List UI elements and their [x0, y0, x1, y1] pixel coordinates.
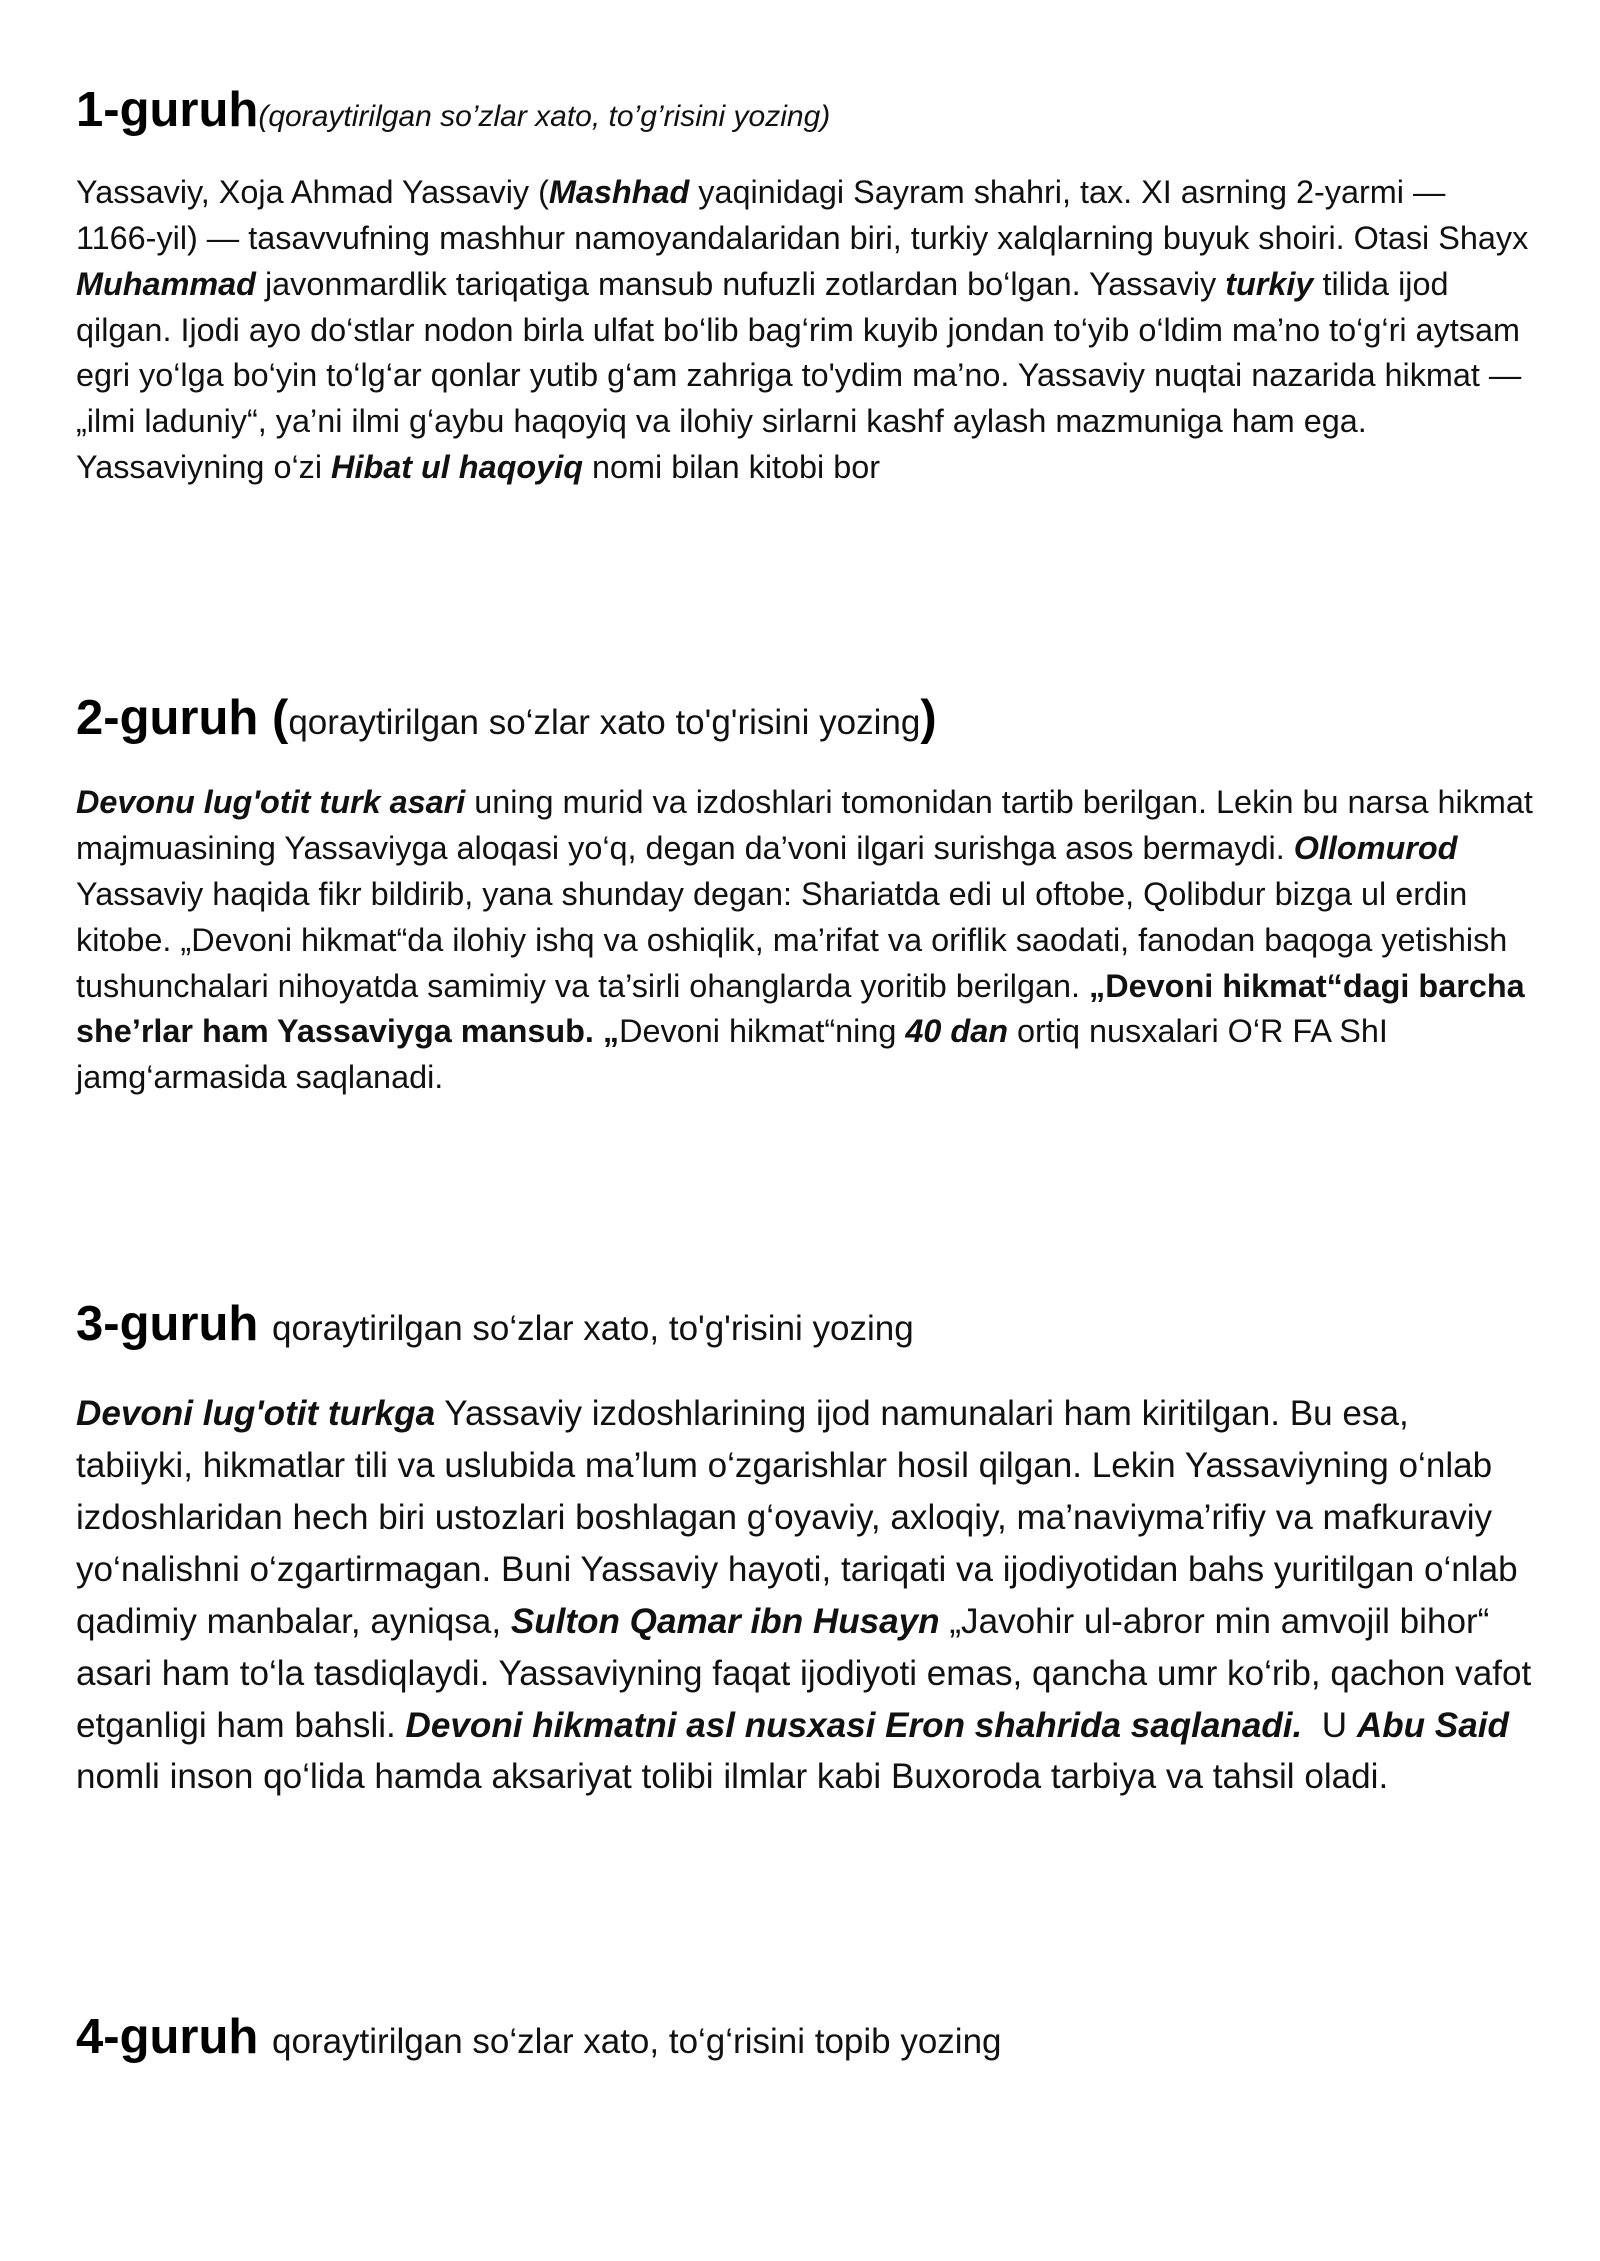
text-line [76, 1544, 1531, 1596]
highlighted-term: Mashhad [548, 174, 690, 211]
paragraph [76, 1388, 1531, 1803]
highlighted-term: 40 dan [905, 1013, 1009, 1050]
text-run: ortiq nusxalari O‘R FA ShI [1008, 1013, 1388, 1050]
section-instruction: qoraytirilgan so‘zlar xato to'g'risini yozing [288, 702, 921, 742]
text-run: javonmardlik tariqatiga mansub nufuzli zotlardan bo‘lgan. Yassaviy [255, 265, 1226, 302]
highlighted-term: Devoni lug'otit turkga [76, 1394, 436, 1434]
highlighted-term: „Devoni hikmat“dagi barcha [1089, 967, 1525, 1004]
section-heading [76, 690, 937, 746]
text-run: qilgan. Ijodi ayo do‘stlar nodon birla ulfat bo‘lib bag‘rim kuyib jondan to‘yib o‘ldim ma’no to‘g‘ri aytsam [76, 311, 1520, 348]
text-run: 1166-yil) — tasavvufning mashhur namoyandalaridan biri, turkiy xalqlarning buyuk shoiri. Otasi Shayx [76, 220, 1529, 257]
highlighted-term: Ollomurod [1293, 830, 1458, 867]
text-run: jamg‘armasida saqlanadi. [76, 1059, 444, 1096]
text-line [76, 262, 1528, 308]
text-run: majmuasining Yassaviyga aloqasi yo‘q, degan da’voni ilgari surishga asos bermaydi. [76, 830, 1294, 867]
text-line [76, 399, 1528, 445]
text-line [76, 1492, 1531, 1544]
text-run: „ilmi laduniy“, ya’ni ilmi g‘aybu haqoyiq va ilohiy sirlarni kashf aylash mazmuniga ham ega. [76, 403, 1367, 440]
highlighted-term: Hibat ul haqoyiq [331, 449, 583, 486]
paragraph [76, 780, 1533, 1101]
text-run: qadimiy manbalar, ayniqsa, [76, 1601, 511, 1641]
text-line [76, 353, 1528, 399]
text-line [76, 918, 1533, 964]
section-instruction: qoraytirilgan so‘zlar xato, to'g'risini yozing [272, 1309, 914, 1348]
text-line [76, 1440, 1531, 1492]
text-run: yaqinidagi Sayram shahri, tax. XI asrning 2-yarmi — [689, 174, 1446, 211]
text-line [76, 1648, 1531, 1700]
text-run: etganligi ham bahsli. [76, 1705, 406, 1745]
highlighted-term: she’rlar ham Yassaviyga mansub. „ [76, 1013, 620, 1050]
text-run: „Javohir ul-abror min amvojil bihor“ [939, 1601, 1490, 1641]
paragraph [76, 170, 1528, 491]
text-run: tushunchalari nihoyatda samimiy va ta’sirli ohanglarda yoritib berilgan. [76, 967, 1090, 1004]
highlighted-term: Muhammad [76, 265, 256, 302]
text-run: yo‘nalishni o‘zgartirmagan. Buni Yassaviy hayoti, tariqati va ijodiyotidan bahs yuritilgan o‘nlab [76, 1549, 1518, 1589]
text-line [76, 1055, 1533, 1101]
section-heading [76, 82, 830, 138]
text-run: izdoshlaridan hech biri ustozlari boshlagan g‘oyaviy, axloqiy, ma’naviyma’rifiy va mafkuraviy [76, 1497, 1493, 1537]
text-line [76, 872, 1533, 918]
instruction-close-paren: ) [920, 690, 937, 745]
instruction-open-paren: ( [272, 690, 289, 745]
text-line [76, 964, 1533, 1010]
section-number: 2-guruh [76, 690, 259, 745]
text-run: tabiiyki, hikmatlar tili va uslubida ma’lum o‘zgarishlar hosil qilgan. Lekin Yassaviyning o‘nlab [76, 1446, 1493, 1485]
section-instruction: (qoraytirilgan so’zlar xato, to’g’risini yozing) [258, 99, 831, 133]
section-number: 1-guruh [76, 82, 259, 137]
text-line [76, 170, 1528, 216]
highlighted-term: turkiy [1225, 265, 1314, 302]
text-line [76, 1751, 1531, 1803]
section-instruction: qoraytirilgan so‘zlar xato, to‘g‘risini topib yozing [272, 2022, 1002, 2061]
text-run: asari ham to‘la tasdiqlaydi. Yassaviyning faqat ijodiyoti emas, qancha umr ko‘rib, qachon vafot [76, 1653, 1532, 1693]
text-run: uning murid va izdoshlari tomonidan tartib berilgan. Lekin bu narsa hikmat [465, 784, 1533, 821]
text-run: Yassaviy izdoshlarining ijod namunalari ham kiritilgan. Bu esa, [435, 1394, 1409, 1434]
text-run: tilida ijod [1313, 265, 1449, 302]
section-heading [76, 1296, 914, 1352]
text-line [76, 1596, 1531, 1648]
section-number: 3-guruh [76, 1297, 259, 1351]
text-line [76, 308, 1528, 354]
text-line [76, 1388, 1531, 1440]
text-run: Devoni hikmat“ning [619, 1013, 906, 1050]
text-run: Yassaviy haqida fikr bildirib, yana shunday degan: Shariatda edi ul oftobe, Qolibdur bizga ul erdin [76, 875, 1468, 912]
highlighted-term: Sulton Qamar ibn Husayn [510, 1601, 940, 1641]
text-run: nomi bilan kitobi bor [582, 449, 881, 486]
section-heading [76, 2009, 1002, 2065]
text-line [76, 445, 1528, 491]
highlighted-term: Devoni hikmatni asl nusxasi Eron shahrida saqlanadi. [405, 1705, 1303, 1745]
text-run: kitobe. „Devoni hikmat“da ilohiy ishq va oshiqlik, ma’rifat va oriflik saodati, fanodan baqoga yetishish [76, 921, 1508, 958]
highlighted-term: Devonu lug'otit turk asari [76, 784, 466, 821]
text-line [76, 1009, 1533, 1055]
text-line [76, 780, 1533, 826]
text-run: U [1302, 1705, 1357, 1745]
text-run: egri yo‘lga bo‘yin to‘lg‘ar qonlar yutib g‘am zahriga to'ydim ma’no. Yassaviy nuqtai nazarida hikmat — [76, 357, 1522, 394]
text-run: nomli inson qo‘lida hamda aksariyat tolibi ilmlar kabi Buxoroda tarbiya va tahsil oladi. [76, 1757, 1389, 1797]
section-number: 4-guruh [76, 2010, 259, 2064]
text-line [76, 1700, 1531, 1752]
text-run: Yassaviyning o‘zi [76, 449, 332, 486]
text-line [76, 216, 1528, 262]
text-line [76, 826, 1533, 872]
highlighted-term: Abu Said [1356, 1705, 1509, 1745]
text-run: Yassaviy, Xoja Ahmad Yassaviy ( [76, 174, 549, 211]
